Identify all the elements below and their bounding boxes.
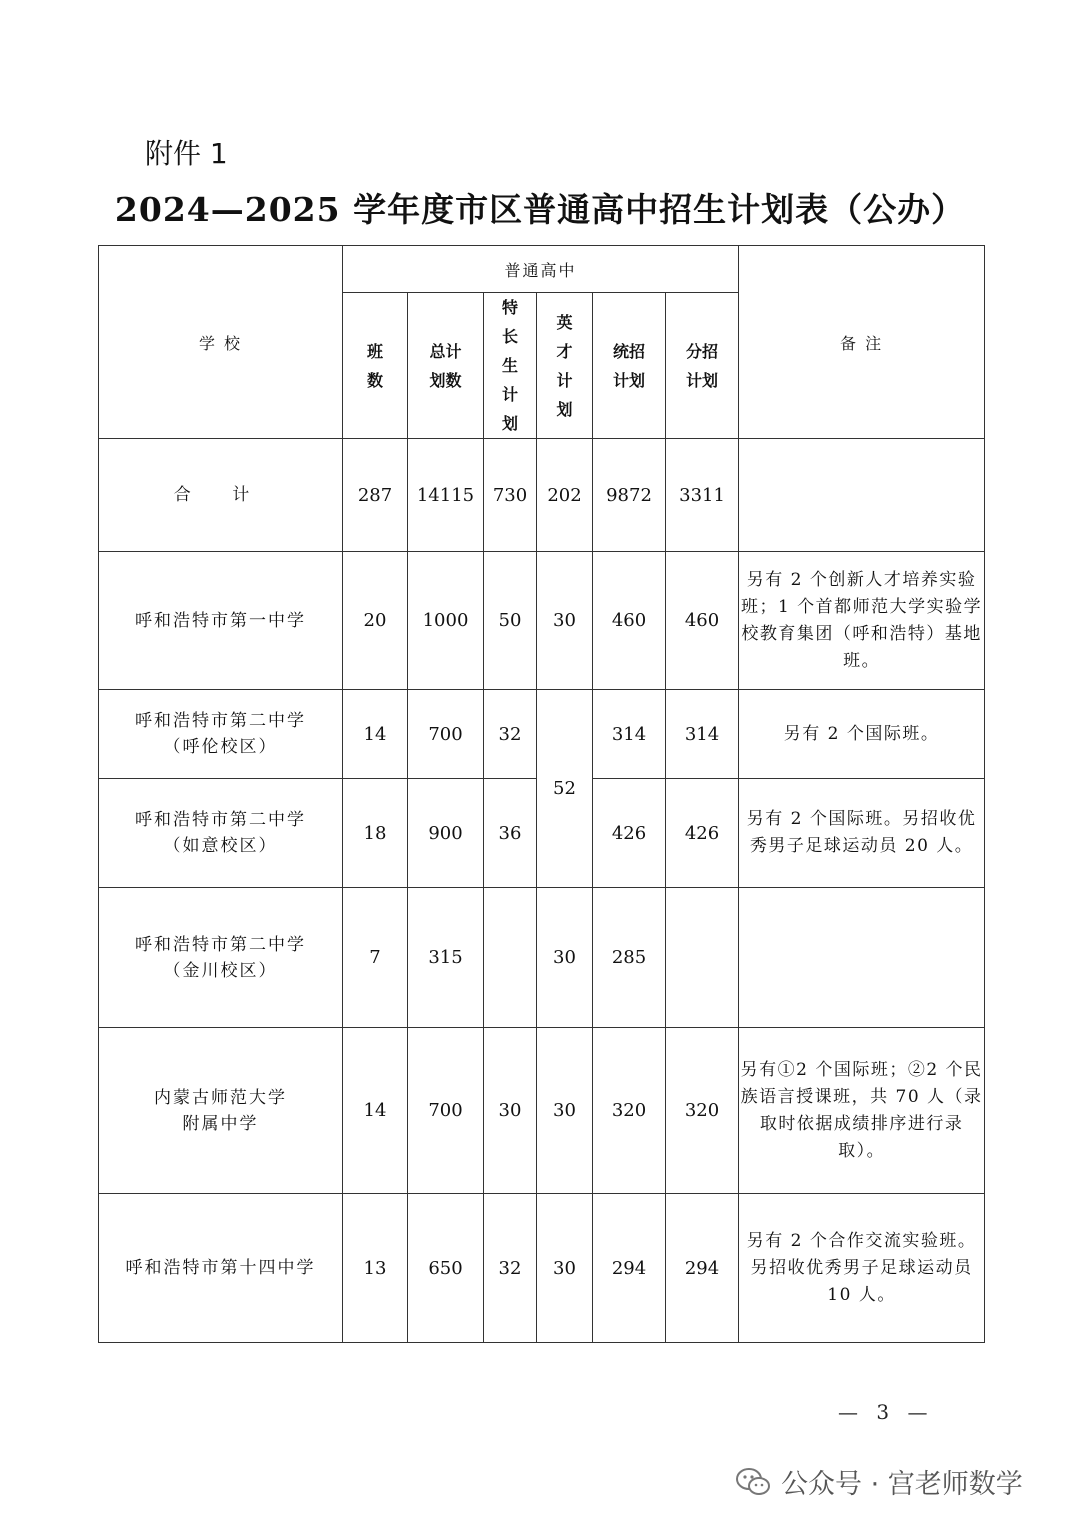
header-allocated-text: 分招计划 — [686, 341, 719, 390]
header-allocated — [666, 293, 739, 439]
attachment-label: 附件 1 — [145, 137, 228, 170]
total-total: 14115 — [408, 439, 484, 552]
header-talent — [537, 293, 593, 439]
header-unified — [593, 293, 666, 439]
total-label: 合 计 — [99, 439, 343, 552]
talent-cell: 30 — [537, 1194, 593, 1343]
unified-cell: 314 — [593, 690, 666, 779]
total-cell: 900 — [408, 779, 484, 888]
total-cell: 700 — [408, 690, 484, 779]
total-classes: 287 — [343, 439, 408, 552]
enrollment-plan-table — [98, 245, 985, 1343]
header-unified-text: 统招计划 — [612, 341, 645, 390]
watermark — [735, 1462, 1023, 1501]
unified-cell: 460 — [593, 552, 666, 690]
remarks-cell: 另有 2 个创新人才培养实验班；1 个首都师范大学实验学校教育集团（呼和浩特）基地班。 — [739, 552, 985, 690]
total-unified: 9872 — [593, 439, 666, 552]
header-school: 学 校 — [99, 246, 343, 439]
total-specialty: 730 — [484, 439, 537, 552]
talent-cell: 30 — [537, 888, 593, 1028]
specialty-cell: 32 — [484, 1194, 537, 1343]
specialty-cell — [484, 888, 537, 1028]
header-group: 普通高中 — [343, 246, 739, 293]
remarks-cell: 另有 2 个国际班。另招收优秀男子足球运动员 20 人。 — [739, 779, 985, 888]
specialty-cell: 32 — [484, 690, 537, 779]
talent-cell-merged: 52 — [537, 690, 593, 888]
school-name: 呼和浩特市第一中学 — [99, 552, 343, 690]
total-row — [99, 439, 985, 552]
unified-cell: 294 — [593, 1194, 666, 1343]
specialty-cell: 50 — [484, 552, 537, 690]
total-allocated: 3311 — [666, 439, 739, 552]
page-number: — 3 — — [838, 1400, 934, 1424]
talent-cell: 30 — [537, 552, 593, 690]
unified-cell: 285 — [593, 888, 666, 1028]
specialty-cell: 30 — [484, 1028, 537, 1194]
table-row — [99, 552, 985, 690]
school-name: 呼和浩特市第二中学 （呼伦校区） — [99, 690, 343, 779]
header-talent-text: 英才计划 — [556, 312, 573, 419]
header-specialty-text: 特长生计划 — [501, 298, 518, 433]
remarks-cell — [739, 888, 985, 1028]
wechat-icon — [735, 1467, 771, 1497]
allocated-cell: 320 — [666, 1028, 739, 1194]
remarks-cell: 另有 2 个国际班。 — [739, 690, 985, 779]
classes-cell: 14 — [343, 1028, 408, 1194]
header-remarks: 备 注 — [739, 246, 985, 439]
allocated-cell: 426 — [666, 779, 739, 888]
talent-cell: 30 — [537, 1028, 593, 1194]
school-name: 呼和浩特市第十四中学 — [99, 1194, 343, 1343]
classes-cell: 13 — [343, 1194, 408, 1343]
specialty-cell: 36 — [484, 779, 537, 888]
classes-cell: 14 — [343, 690, 408, 779]
remarks-cell: 另有①2 个国际班；②2 个民族语言授课班，共 70 人（录取时依据成绩排序进行录取）。 — [739, 1028, 985, 1194]
total-cell: 700 — [408, 1028, 484, 1194]
table-row — [99, 690, 985, 779]
table-row — [99, 1194, 985, 1343]
header-total — [408, 293, 484, 439]
page-title: 2024—2025 学年度市区普通高中招生计划表（公办） — [114, 190, 966, 229]
table-row — [99, 1028, 985, 1194]
total-cell: 1000 — [408, 552, 484, 690]
school-name: 内蒙古师范大学 附属中学 — [99, 1028, 343, 1194]
classes-cell: 20 — [343, 552, 408, 690]
remarks-cell: 另有 2 个合作交流实验班。另招收优秀男子足球运动员 10 人。 — [739, 1194, 985, 1343]
total-talent: 202 — [537, 439, 593, 552]
unified-cell: 426 — [593, 779, 666, 888]
school-name: 呼和浩特市第二中学 （金川校区） — [99, 888, 343, 1028]
watermark-text: 公众号 · 宫老师数学 — [781, 1469, 1023, 1500]
table-row — [99, 888, 985, 1028]
header-classes-text: 班数 — [366, 341, 383, 390]
allocated-cell: 314 — [666, 690, 739, 779]
unified-cell: 320 — [593, 1028, 666, 1194]
header-classes — [343, 293, 408, 439]
classes-cell: 7 — [343, 888, 408, 1028]
school-name: 呼和浩特市第二中学 （如意校区） — [99, 779, 343, 888]
allocated-cell: 294 — [666, 1194, 739, 1343]
classes-cell: 18 — [343, 779, 408, 888]
allocated-cell: 460 — [666, 552, 739, 690]
allocated-cell — [666, 888, 739, 1028]
header-specialty — [484, 293, 537, 439]
header-total-text: 总计划数 — [429, 341, 462, 390]
total-cell: 315 — [408, 888, 484, 1028]
total-cell: 650 — [408, 1194, 484, 1343]
total-remarks — [739, 439, 985, 552]
header-row-1 — [99, 246, 985, 293]
